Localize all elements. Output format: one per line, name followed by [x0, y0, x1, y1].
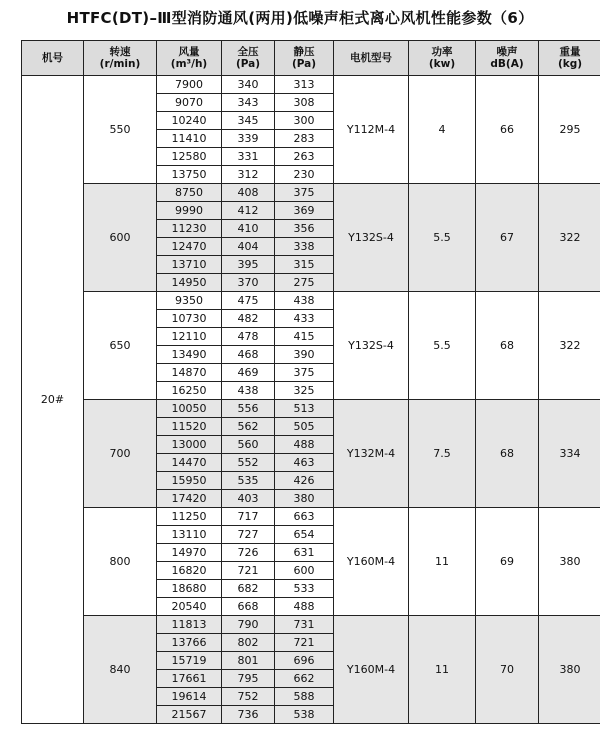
weight-cell: 295 [539, 76, 600, 184]
airflow-cell: 14950 [157, 274, 222, 292]
static-pressure-cell: 313 [275, 76, 334, 94]
motor-model-cell: Y112M-4 [334, 76, 409, 184]
static-pressure-cell: 588 [275, 688, 334, 706]
airflow-cell: 15719 [157, 652, 222, 670]
static-pressure-cell: 731 [275, 616, 334, 634]
total-pressure-cell: 475 [222, 292, 275, 310]
airflow-cell: 21567 [157, 706, 222, 724]
static-pressure-cell: 438 [275, 292, 334, 310]
motor-model-cell: Y132S-4 [334, 184, 409, 292]
airflow-cell: 13490 [157, 346, 222, 364]
total-pressure-cell: 468 [222, 346, 275, 364]
static-pressure-cell: 325 [275, 382, 334, 400]
header-model-no: 机号 [22, 41, 84, 76]
total-pressure-cell: 469 [222, 364, 275, 382]
weight-cell: 380 [539, 616, 600, 724]
static-pressure-cell: 654 [275, 526, 334, 544]
total-pressure-cell: 340 [222, 76, 275, 94]
airflow-cell: 7900 [157, 76, 222, 94]
model-no-cell: 20# [22, 76, 84, 724]
speed-cell: 550 [84, 76, 157, 184]
airflow-cell: 12580 [157, 148, 222, 166]
total-pressure-cell: 682 [222, 580, 275, 598]
header-power: 功率 (kw) [409, 41, 476, 76]
total-pressure-cell: 343 [222, 94, 275, 112]
airflow-cell: 10240 [157, 112, 222, 130]
static-pressure-cell: 275 [275, 274, 334, 292]
static-pressure-cell: 696 [275, 652, 334, 670]
airflow-cell: 16820 [157, 562, 222, 580]
table-row [22, 400, 600, 418]
static-pressure-cell: 433 [275, 310, 334, 328]
total-pressure-cell: 736 [222, 706, 275, 724]
speed-cell: 700 [84, 400, 157, 508]
static-pressure-cell: 230 [275, 166, 334, 184]
airflow-cell: 9070 [157, 94, 222, 112]
total-pressure-cell: 562 [222, 418, 275, 436]
airflow-cell: 17420 [157, 490, 222, 508]
total-pressure-cell: 412 [222, 202, 275, 220]
static-pressure-cell: 533 [275, 580, 334, 598]
static-pressure-cell: 538 [275, 706, 334, 724]
static-pressure-cell: 375 [275, 364, 334, 382]
airflow-cell: 9350 [157, 292, 222, 310]
static-pressure-cell: 263 [275, 148, 334, 166]
noise-cell: 68 [476, 292, 539, 400]
static-pressure-cell: 415 [275, 328, 334, 346]
airflow-cell: 17661 [157, 670, 222, 688]
header-noise: 噪声 dB(A) [476, 41, 539, 76]
motor-model-cell: Y132S-4 [334, 292, 409, 400]
total-pressure-cell: 482 [222, 310, 275, 328]
total-pressure-cell: 795 [222, 670, 275, 688]
static-pressure-cell: 380 [275, 490, 334, 508]
total-pressure-cell: 478 [222, 328, 275, 346]
noise-cell: 67 [476, 184, 539, 292]
static-pressure-cell: 600 [275, 562, 334, 580]
total-pressure-cell: 403 [222, 490, 275, 508]
weight-cell: 380 [539, 508, 600, 616]
total-pressure-cell: 668 [222, 598, 275, 616]
total-pressure-cell: 438 [222, 382, 275, 400]
static-pressure-cell: 631 [275, 544, 334, 562]
static-pressure-cell: 663 [275, 508, 334, 526]
airflow-cell: 8750 [157, 184, 222, 202]
speed-cell: 650 [84, 292, 157, 400]
airflow-cell: 11230 [157, 220, 222, 238]
total-pressure-cell: 370 [222, 274, 275, 292]
airflow-cell: 18680 [157, 580, 222, 598]
airflow-cell: 11813 [157, 616, 222, 634]
total-pressure-cell: 721 [222, 562, 275, 580]
static-pressure-cell: 721 [275, 634, 334, 652]
table-row [22, 184, 600, 202]
airflow-cell: 13000 [157, 436, 222, 454]
airflow-cell: 11250 [157, 508, 222, 526]
airflow-cell: 12110 [157, 328, 222, 346]
total-pressure-cell: 752 [222, 688, 275, 706]
airflow-cell: 20540 [157, 598, 222, 616]
header-airflow: 风量 (m³/h) [157, 41, 222, 76]
weight-cell: 322 [539, 184, 600, 292]
total-pressure-cell: 717 [222, 508, 275, 526]
airflow-cell: 13110 [157, 526, 222, 544]
total-pressure-cell: 408 [222, 184, 275, 202]
noise-cell: 70 [476, 616, 539, 724]
speed-cell: 800 [84, 508, 157, 616]
airflow-cell: 14970 [157, 544, 222, 562]
header-row [22, 41, 600, 76]
airflow-cell: 10730 [157, 310, 222, 328]
header-weight: 重量 (kg) [539, 41, 600, 76]
static-pressure-cell: 662 [275, 670, 334, 688]
airflow-cell: 19614 [157, 688, 222, 706]
table-row [22, 76, 600, 94]
header-total-pressure: 全压 (Pa) [222, 41, 275, 76]
static-pressure-cell: 375 [275, 184, 334, 202]
power-cell: 11 [409, 616, 476, 724]
airflow-cell: 13766 [157, 634, 222, 652]
total-pressure-cell: 801 [222, 652, 275, 670]
total-pressure-cell: 560 [222, 436, 275, 454]
header-speed: 转速 (r/min) [84, 41, 157, 76]
noise-cell: 66 [476, 76, 539, 184]
total-pressure-cell: 790 [222, 616, 275, 634]
header-motor-model: 电机型号 [334, 41, 409, 76]
motor-model-cell: Y160M-4 [334, 616, 409, 724]
static-pressure-cell: 488 [275, 436, 334, 454]
airflow-cell: 15950 [157, 472, 222, 490]
table-row [22, 292, 600, 310]
airflow-cell: 12470 [157, 238, 222, 256]
airflow-cell: 11410 [157, 130, 222, 148]
table-body [22, 76, 600, 724]
power-cell: 7.5 [409, 400, 476, 508]
table-row [22, 508, 600, 526]
static-pressure-cell: 315 [275, 256, 334, 274]
static-pressure-cell: 463 [275, 454, 334, 472]
total-pressure-cell: 726 [222, 544, 275, 562]
total-pressure-cell: 552 [222, 454, 275, 472]
page-title: HTFC(DT)–Ⅲ型消防通风(两用)低噪声柜式离心风机性能参数（6） [66, 9, 534, 27]
total-pressure-cell: 312 [222, 166, 275, 184]
total-pressure-cell: 556 [222, 400, 275, 418]
total-pressure-cell: 727 [222, 526, 275, 544]
static-pressure-cell: 356 [275, 220, 334, 238]
motor-model-cell: Y132M-4 [334, 400, 409, 508]
motor-model-cell: Y160M-4 [334, 508, 409, 616]
total-pressure-cell: 404 [222, 238, 275, 256]
speed-cell: 840 [84, 616, 157, 724]
power-cell: 5.5 [409, 184, 476, 292]
airflow-cell: 14470 [157, 454, 222, 472]
total-pressure-cell: 802 [222, 634, 275, 652]
static-pressure-cell: 513 [275, 400, 334, 418]
weight-cell: 334 [539, 400, 600, 508]
total-pressure-cell: 395 [222, 256, 275, 274]
static-pressure-cell: 426 [275, 472, 334, 490]
table-row [22, 616, 600, 634]
total-pressure-cell: 331 [222, 148, 275, 166]
total-pressure-cell: 339 [222, 130, 275, 148]
airflow-cell: 16250 [157, 382, 222, 400]
weight-cell: 322 [539, 292, 600, 400]
total-pressure-cell: 535 [222, 472, 275, 490]
airflow-cell: 13710 [157, 256, 222, 274]
static-pressure-cell: 283 [275, 130, 334, 148]
static-pressure-cell: 369 [275, 202, 334, 220]
noise-cell: 68 [476, 400, 539, 508]
header-static-pressure: 静压 (Pa) [275, 41, 334, 76]
noise-cell: 69 [476, 508, 539, 616]
airflow-cell: 11520 [157, 418, 222, 436]
airflow-cell: 9990 [157, 202, 222, 220]
static-pressure-cell: 338 [275, 238, 334, 256]
speed-cell: 600 [84, 184, 157, 292]
static-pressure-cell: 390 [275, 346, 334, 364]
airflow-cell: 13750 [157, 166, 222, 184]
total-pressure-cell: 410 [222, 220, 275, 238]
airflow-cell: 14870 [157, 364, 222, 382]
airflow-cell: 10050 [157, 400, 222, 418]
static-pressure-cell: 505 [275, 418, 334, 436]
static-pressure-cell: 488 [275, 598, 334, 616]
power-cell: 11 [409, 508, 476, 616]
static-pressure-cell: 308 [275, 94, 334, 112]
static-pressure-cell: 300 [275, 112, 334, 130]
performance-table [21, 40, 600, 724]
total-pressure-cell: 345 [222, 112, 275, 130]
power-cell: 4 [409, 76, 476, 184]
power-cell: 5.5 [409, 292, 476, 400]
